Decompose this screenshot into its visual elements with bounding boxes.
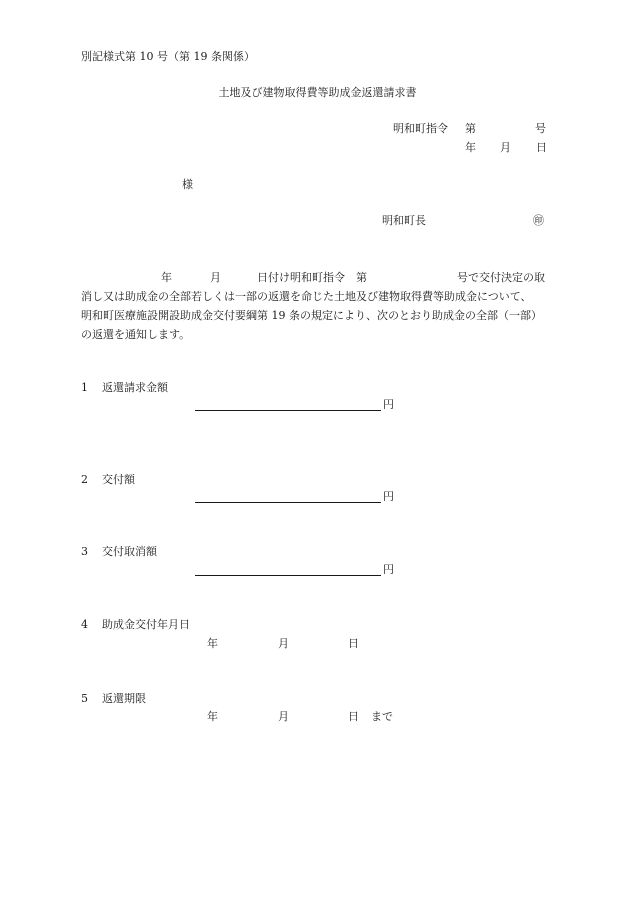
issue-date-day: 日 [536, 141, 547, 154]
body-decision-text: 号で交付決定の取 [457, 271, 545, 284]
item-label: 返還期限 [102, 692, 146, 705]
directive-number-suffix: 号 [535, 122, 546, 135]
seal-mark: ㊞ [533, 214, 544, 227]
body-directive-text: 日付け明和町指令 第 [257, 271, 367, 284]
deadline-suffix: まで [371, 710, 393, 723]
body-line-4: の返還を通知します。 [81, 328, 191, 341]
item-label: 交付取消額 [102, 545, 157, 558]
grant-date-year: 年 [207, 637, 218, 650]
issue-date-year: 年 [465, 141, 476, 154]
deadline-day: 日 [348, 710, 359, 723]
item-grant-amount [81, 473, 135, 487]
grant-date-month: 月 [278, 637, 289, 650]
body-date-year: 年 [161, 271, 172, 284]
deadline-year: 年 [207, 710, 218, 723]
body-line-3: 明和町医療施設開設助成金交付要綱第 19 条の規定により、次のとおり助成金の全部（一部） [81, 309, 542, 322]
yen-unit: 円 [383, 398, 394, 411]
grant-amount-field[interactable] [195, 488, 381, 503]
item-number: 4 [81, 618, 88, 631]
issuer-name: 明和町長 [382, 214, 426, 227]
cancelled-amount-field[interactable] [195, 561, 381, 576]
item-refund-amount [81, 381, 168, 395]
item-label: 助成金交付年月日 [102, 618, 190, 631]
yen-unit: 円 [383, 563, 394, 576]
body-date-month: 月 [210, 271, 221, 284]
item-refund-deadline [81, 692, 146, 706]
item-number: 2 [81, 473, 88, 486]
body-line-2: 消し又は助成金の全部若しくは一部の返還を命じた土地及び建物取得費等助成金について、 [81, 290, 532, 303]
item-number: 5 [81, 692, 88, 705]
item-cancelled-amount [81, 545, 157, 559]
document-title: 土地及び建物取得費等助成金返還請求書 [218, 86, 417, 99]
item-number: 1 [81, 381, 88, 394]
item-grant-date [81, 618, 190, 632]
issue-date-month: 月 [500, 141, 511, 154]
item-number: 3 [81, 545, 88, 558]
body-paragraph [81, 268, 553, 344]
directive-number-prefix: 第 [465, 122, 476, 135]
item-label: 返還請求金額 [102, 381, 168, 394]
body-line-1 [81, 268, 553, 287]
yen-unit: 円 [383, 490, 394, 503]
addressee-honorific: 様 [182, 178, 193, 191]
form-number: 別記様式第 10 号（第 19 条関係） [81, 50, 255, 63]
grant-date-day: 日 [348, 637, 359, 650]
refund-amount-field[interactable] [195, 396, 381, 411]
deadline-month: 月 [278, 710, 289, 723]
directive-label: 明和町指令 [393, 122, 448, 135]
item-label: 交付額 [102, 473, 135, 486]
